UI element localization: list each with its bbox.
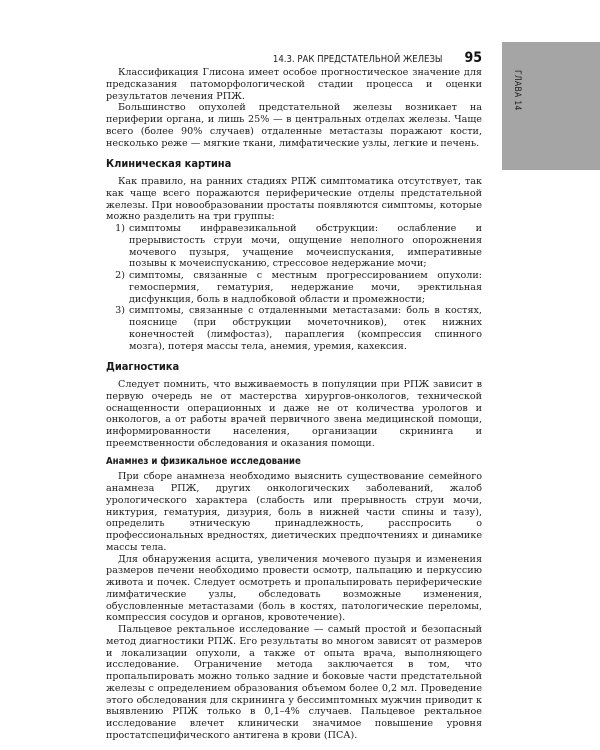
list-item xyxy=(106,223,482,270)
paragraph: Следует помнить, что выживаемость в популяции при РПЖ зависит в первую очередь не от мастерства хирургов-онкологов, технической оснащенности операционных и даже не от количества урологов и онкологов, а от работы врачей первичного звена медицинской помощи, информированности населения, организации скрининга и преемственности обследования и оказания помощи. xyxy=(106,379,482,449)
paragraph: При сборе анамнеза необходимо выяснить существование семейного анамнеза РПЖ, других онкологических заболеваний, жалоб урологического характера (слабость или прерывность струи мочи, никтурия, гематурия, дизурия, боль в нижней части спины и тазу), определить этническую принадлежность, расспросить о профессиональных вредностях, диетических предпочтениях и динамике массы тела. xyxy=(106,471,482,553)
page-number: 95 xyxy=(464,50,482,66)
section-heading-clinical: Клиническая картина xyxy=(106,157,232,171)
list-item xyxy=(106,270,482,305)
running-head-title: 14.3. РАК ПРЕДСТАТЕЛЬНОЙ ЖЕЛЕЗЫ xyxy=(272,54,443,65)
paragraph: Пальцевое ректальное исследование — самый простой и безопасный метод диагностики РПЖ. Его результаты во многом зависят от размеров и локализации опухоли, а также от опыта врача, выполняющего исследование. Ограничение метода заключается в том, что пропальпировать можно только задние и боковые части предстательной железы с определением образования объемом более 0,2 мл. Проведение этого обследования для скрининга у бессимптомных мужчин приводит к выявлению РПЖ только в 0,1–4% случаев. Пальцевое ректальное исследование влечет клинически значимое повышение уровня простатспецифического антигена в крови (ПСА). xyxy=(106,624,482,741)
subsection-heading-anamnesis: Анамнез и физикальное исследование xyxy=(106,455,301,467)
running-head xyxy=(273,50,482,66)
paragraph: Для обнаружения асцита, увеличения мочевого пузыря и изменения размеров печени необходимо провести осмотр, пальпацию и перкуссию живота и почек. Следует осмотреть и пропальпировать периферические лимфатические узлы, обследовать возможные изменения, обусловленные метастазами (боль в костях, патологические переломы, компрессия сосудов и органов, кровотечение). xyxy=(106,553,482,624)
list-number: 1) xyxy=(115,223,125,234)
chapter-label: ГЛАВА 14 xyxy=(512,70,522,111)
symptom-list xyxy=(106,223,482,352)
paragraph: Классификация Глисона имеет особое прогностическое значение для предсказания патоморфологической стадии процесса и оценки результатов лечения РПЖ. xyxy=(106,67,482,102)
list-item-text: симптомы, связанные с отдаленными метастазами: боль в костях, пояснице (при обструкции мочеточников), отек нижних конечностей (лимфостаз), параплегия (компрессия спинного мозга), потеря массы тела, анемия, уремия, кахексия. xyxy=(129,305,482,352)
list-item xyxy=(106,305,482,352)
list-number: 3) xyxy=(115,305,125,317)
page-body xyxy=(106,67,482,742)
list-number: 2) xyxy=(115,270,125,281)
list-item-text: симптомы инфравезикальной обструкции: ослабление и прерывистость струи мочи, ощущение неполного опорожнения мочевого пузыря, учащение мочеиспускания, императивные позывы к мочеиспусканию, стрессовое недержание мочи; xyxy=(129,223,482,270)
list-item-text: симптомы, связанные с местным прогрессированием опухоли: гемоспермия, гематурия, недержание мочи, эректильная дисфункция, боль в надлобковой области и промежности; xyxy=(129,270,482,305)
paragraph: Как правило, на ранних стадиях РПЖ симптоматика отсутствует, так как чаще всего поражаются периферические отделы предстательной железы. При новообразовании простаты появляются симптомы, которые можно разделить на три группы: xyxy=(106,176,482,223)
section-heading-diagnostics: Диагностика xyxy=(106,360,180,374)
paragraph: Большинство опухолей предстательной железы возникает на периферии органа, и лишь 25% — в центральных отделах железы. Чаще всего (более 90% случаев) отдаленные метастазы поражают кости, несколько реже — мягкие ткани, лимфатические узлы, легкие и печень. xyxy=(106,102,482,149)
